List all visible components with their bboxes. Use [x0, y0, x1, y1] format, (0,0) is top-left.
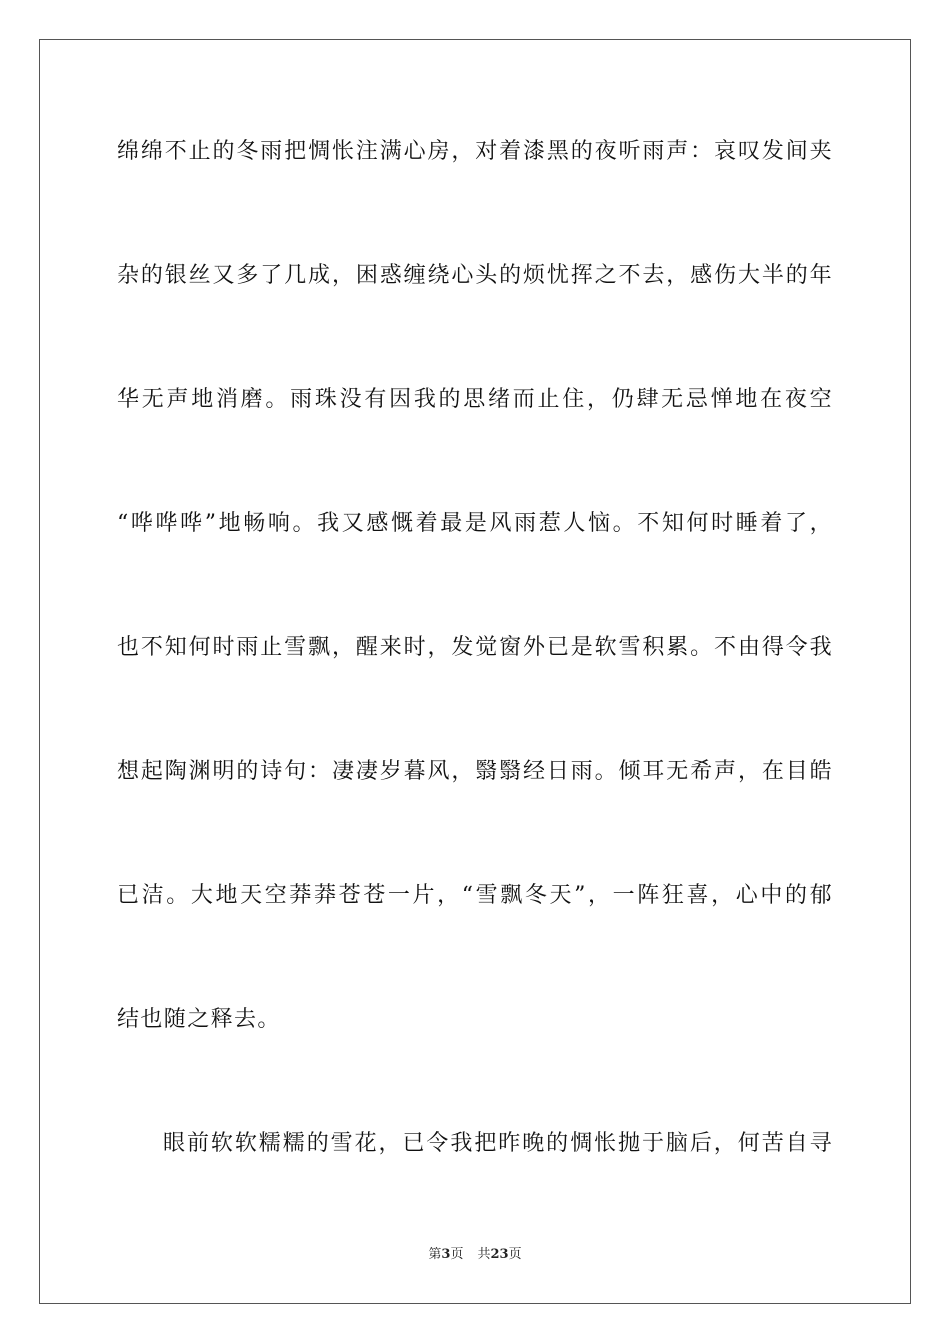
paragraph-line-5: 也不知何时雨止雪飘，醒来时，发觉窗外已是软雪积累。不由得令我 [117, 635, 833, 660]
paragraph-line-6: 想起陶渊明的诗句：凄凄岁暮风，翳翳经日雨。倾耳无希声，在目皓 [117, 759, 833, 784]
paragraph-line-3: 华无声地消磨。雨珠没有因我的思绪而止住，仍肆无忌惮地在夜空 [117, 387, 833, 412]
footer-total-suffix: 页 [508, 1247, 522, 1262]
paragraph-line-4: “哗哗哗”地畅响。我又感慨着最是风雨惹人恼。不知何时睡着了， [117, 511, 833, 536]
paragraph-line-7: 已洁。大地天空莽莽苍苍一片，“雪飘冬天”，一阵狂喜，心中的郁 [117, 883, 833, 908]
page-footer [0, 1246, 950, 1264]
paragraph-line-8: 结也随之释去。 [117, 1007, 281, 1032]
footer-page-number: 3 [441, 1247, 451, 1262]
footer-total-pages: 23 [490, 1247, 509, 1262]
footer-page-suffix: 页 [450, 1247, 464, 1262]
page-frame [39, 39, 911, 1304]
footer-page-prefix: 第 [428, 1247, 442, 1262]
paragraph-line-1: 绵绵不止的冬雨把惆怅注满心房，对着漆黑的夜听雨声：哀叹发间夹 [117, 139, 833, 164]
footer-total-prefix: 共 [477, 1247, 491, 1262]
paragraph-line-2: 杂的银丝又多了几成，困惑缠绕心头的烦忧挥之不去，感伤大半的年 [117, 263, 833, 288]
paragraph-line-9: 眼前软软糯糯的雪花，已令我把昨晚的惆怅抛于脑后，何苦自寻 [163, 1131, 833, 1156]
